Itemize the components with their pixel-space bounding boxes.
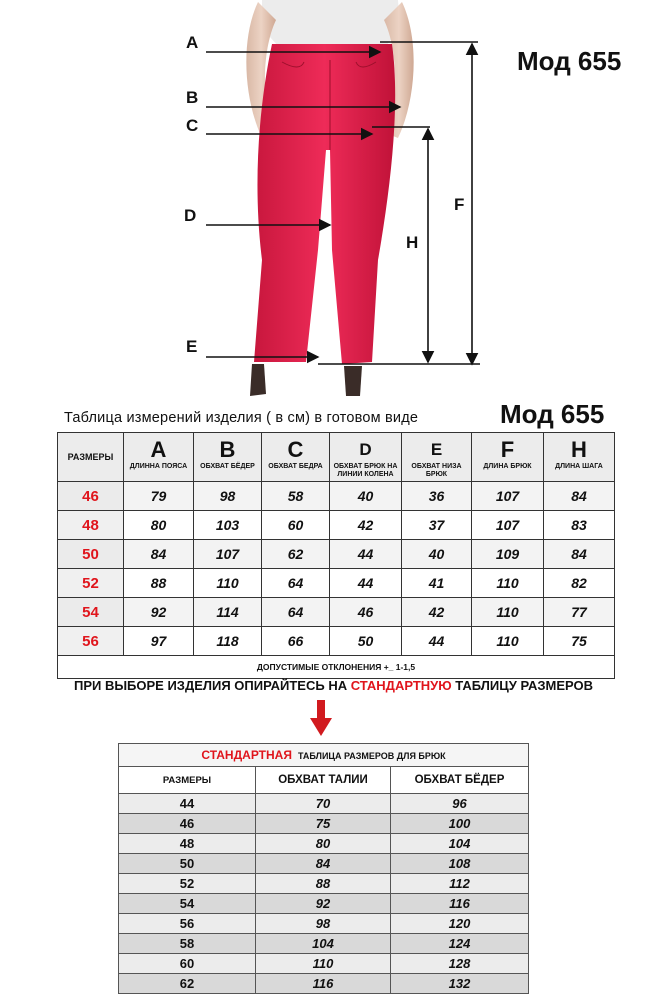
- cell: 110: [256, 954, 391, 974]
- standard-size-table: [118, 743, 529, 994]
- cell: 120: [391, 914, 529, 934]
- table-row: [119, 954, 529, 974]
- header-sizes: РАЗМЕРЫ: [119, 767, 256, 794]
- table-row: [119, 794, 529, 814]
- row-size: 54: [58, 598, 124, 627]
- table-row: [58, 569, 615, 598]
- label-d: D: [184, 206, 197, 225]
- model-number-table: Мод 655: [500, 399, 605, 429]
- cell: 44: [330, 569, 402, 598]
- cell: 40: [402, 540, 472, 569]
- header-col-b: B ОБХВАТ БЁДЕР: [194, 433, 262, 482]
- cell: 84: [256, 854, 391, 874]
- cell: 88: [256, 874, 391, 894]
- table-row: [119, 854, 529, 874]
- cell: 107: [472, 482, 544, 511]
- cell: 98: [256, 914, 391, 934]
- cell: 124: [391, 934, 529, 954]
- cell: 97: [124, 627, 194, 656]
- table-row: [58, 598, 615, 627]
- label-h: H: [406, 233, 419, 252]
- cell: 80: [256, 834, 391, 854]
- table-row: [58, 627, 615, 656]
- table-row: [119, 974, 529, 994]
- table-row: [58, 482, 615, 511]
- cell: 60: [262, 511, 330, 540]
- cell: 50: [330, 627, 402, 656]
- cell: 80: [124, 511, 194, 540]
- row-size: 44: [119, 794, 256, 814]
- measurement-table: [57, 432, 615, 679]
- table-row: [58, 540, 615, 569]
- cell: 36: [402, 482, 472, 511]
- table-row: [119, 914, 529, 934]
- shoe-right: [344, 366, 362, 396]
- header-col-e: E ОБХВАТ НИЗА БРЮК: [402, 433, 472, 482]
- measure-header-row: [58, 433, 615, 482]
- cell: 58: [262, 482, 330, 511]
- row-size: 48: [58, 511, 124, 540]
- cell: 88: [124, 569, 194, 598]
- cell: 118: [194, 627, 262, 656]
- cell: 103: [194, 511, 262, 540]
- cell: 92: [124, 598, 194, 627]
- cell: 41: [402, 569, 472, 598]
- row-size: 54: [119, 894, 256, 914]
- row-size: 46: [58, 482, 124, 511]
- cell: 66: [262, 627, 330, 656]
- label-a: A: [186, 33, 199, 52]
- cell: 104: [256, 934, 391, 954]
- measure-table-title: Таблица измерений изделия ( в см) в готовом виде: [64, 410, 419, 426]
- cell: 84: [544, 540, 615, 569]
- cell: 37: [402, 511, 472, 540]
- cell: 98: [194, 482, 262, 511]
- tolerance-note: ДОПУСТИМЫЕ ОТКЛОНЕНИЯ +_ 1-1,5: [58, 656, 615, 679]
- shoe-left: [250, 364, 266, 396]
- cell: 107: [194, 540, 262, 569]
- cell: 116: [391, 894, 529, 914]
- cell: 92: [256, 894, 391, 914]
- model-number-top: Мод 655: [517, 46, 622, 76]
- standard-header-row: [119, 767, 529, 794]
- table-row: [119, 894, 529, 914]
- table-row: [58, 511, 615, 540]
- label-e: E: [186, 337, 198, 356]
- cell: 112: [391, 874, 529, 894]
- row-size: 50: [58, 540, 124, 569]
- cell: 110: [472, 569, 544, 598]
- cell: 77: [544, 598, 615, 627]
- row-size: 56: [119, 914, 256, 934]
- advice-text: ПРИ ВЫБОРЕ ИЗДЕЛИЯ ОПИРАЙТЕСЬ НА СТАНДАРТНУЮ ТАБЛИЦУ РАЗМЕРОВ: [73, 678, 594, 693]
- cell: 96: [391, 794, 529, 814]
- header-col-d: D ОБХВАТ БРЮК НА ЛИНИИ КОЛЕНА: [330, 433, 402, 482]
- row-size: 62: [119, 974, 256, 994]
- cell: 84: [124, 540, 194, 569]
- header-col-h: H ДЛИНА ШАГА: [544, 433, 615, 482]
- cell: 82: [544, 569, 615, 598]
- header-sizes: РАЗМЕРЫ: [58, 433, 124, 482]
- row-size: 50: [119, 854, 256, 874]
- header-hips: ОБХВАТ БЁДЕР: [391, 767, 529, 794]
- cell: 116: [256, 974, 391, 994]
- row-size: 46: [119, 814, 256, 834]
- cell: 104: [391, 834, 529, 854]
- cell: 110: [472, 598, 544, 627]
- cell: 84: [544, 482, 615, 511]
- cell: 70: [256, 794, 391, 814]
- row-size: 52: [119, 874, 256, 894]
- torso: [262, 0, 400, 46]
- cell: 42: [402, 598, 472, 627]
- header-col-f: F ДЛИНА БРЮК: [472, 433, 544, 482]
- label-c: C: [186, 116, 199, 135]
- cell: 132: [391, 974, 529, 994]
- cell: 79: [124, 482, 194, 511]
- tolerance-row: [58, 656, 615, 679]
- table-row: [119, 834, 529, 854]
- cell: 46: [330, 598, 402, 627]
- row-size: 58: [119, 934, 256, 954]
- header-col-a: A ДЛИННА ПОЯСА: [124, 433, 194, 482]
- cell: 109: [472, 540, 544, 569]
- standard-table-title: СТАНДАРТНАЯ ТАБЛИЦА РАЗМЕРОВ ДЛЯ БРЮК: [119, 744, 529, 767]
- cell: 108: [391, 854, 529, 874]
- cell: 62: [262, 540, 330, 569]
- cell: 110: [194, 569, 262, 598]
- header-waist: ОБХВАТ ТАЛИИ: [256, 767, 391, 794]
- cell: 42: [330, 511, 402, 540]
- cell: 107: [472, 511, 544, 540]
- cell: 44: [402, 627, 472, 656]
- table-row: [119, 934, 529, 954]
- cell: 83: [544, 511, 615, 540]
- cell: 114: [194, 598, 262, 627]
- table-row: [119, 814, 529, 834]
- cell: 75: [544, 627, 615, 656]
- header-col-c: C ОБХВАТ БЕДРА: [262, 433, 330, 482]
- label-b: B: [186, 88, 199, 107]
- label-f: F: [454, 195, 465, 214]
- cell: 128: [391, 954, 529, 974]
- cell: 64: [262, 598, 330, 627]
- row-size: 52: [58, 569, 124, 598]
- cell: 40: [330, 482, 402, 511]
- advice-highlight: СТАНДАРТНУЮ: [350, 678, 452, 693]
- cell: 110: [472, 627, 544, 656]
- row-size: 48: [119, 834, 256, 854]
- cell: 64: [262, 569, 330, 598]
- pants: [254, 44, 395, 364]
- row-size: 60: [119, 954, 256, 974]
- cell: 100: [391, 814, 529, 834]
- arrow-down-icon: [310, 700, 332, 736]
- cell: 44: [330, 540, 402, 569]
- table-row: [119, 874, 529, 894]
- cell: 75: [256, 814, 391, 834]
- row-size: 56: [58, 627, 124, 656]
